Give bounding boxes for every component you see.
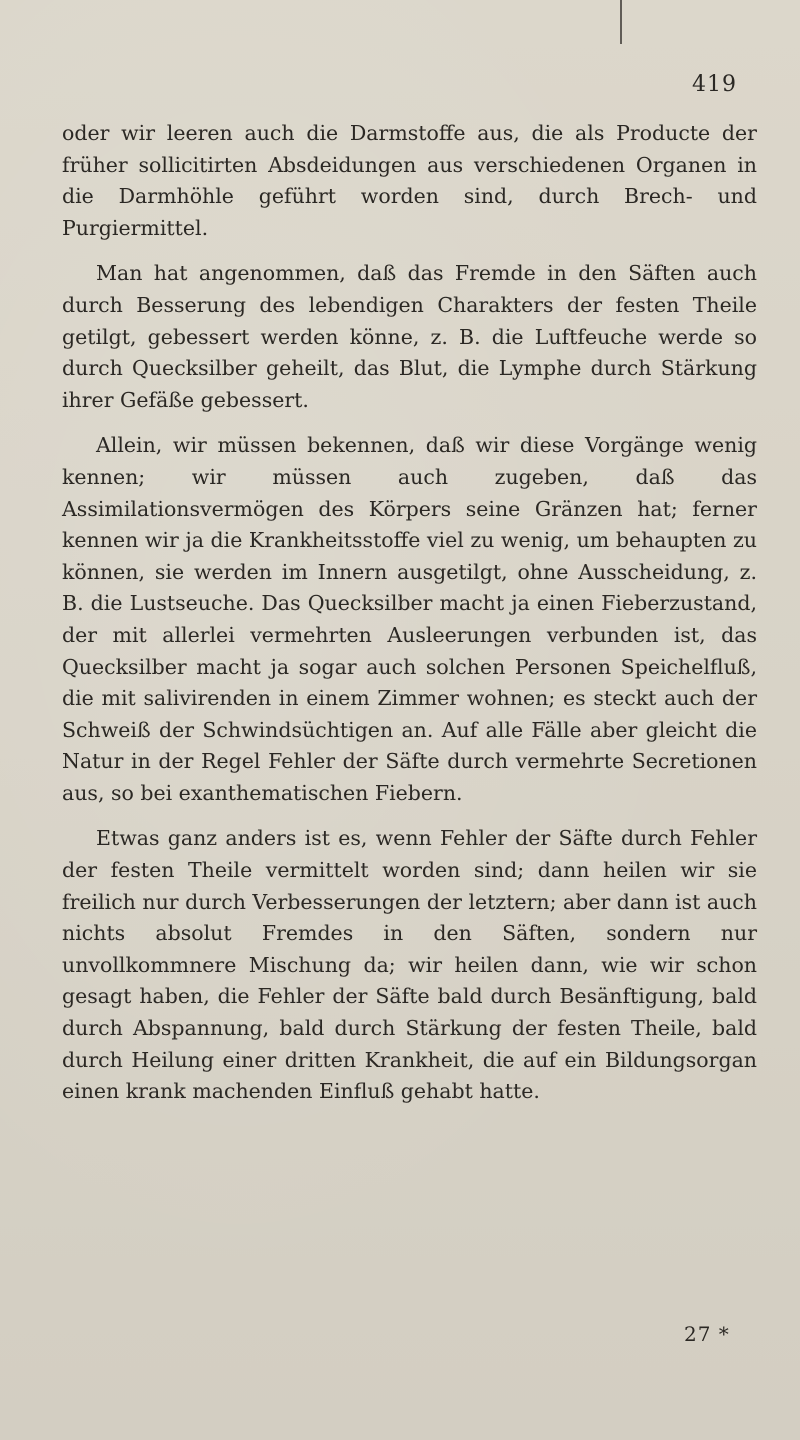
paragraph-3: Allein, wir müssen bekennen, daß wir diese Vorgänge wenig kennen; wir müssen auch zugeben, daß das Assimilationsvermögen des Körpers seine Gränzen hat; ferner kennen wir ja die Krankheitsstoffe viel zu wenig, um behaupten zu können, sie werden im Innern ausgetilgt, ohne Ausscheidung, z. B. die Lustseuche. Das Quecksilber macht ja einen Fieberzustand, der mit allerlei vermehrten Ausleerungen verbunden ist, das Quecksilber macht ja sogar auch solchen Personen Speichelfluß, die mit salivirenden in einem Zimmer wohnen; es steckt auch der Schweiß der Schwindsüchtigen an. Auf alle Fälle aber gleicht die Natur in der Regel Fehler der Säfte durch vermehrte Secretionen aus, so bei exanthematischen Fiebern. [62, 433, 757, 805]
signature-mark: 27 * [684, 1322, 730, 1346]
body-text [62, 118, 757, 1122]
paragraph-1: oder wir leeren auch die Darmstoffe aus, die als Producte der früher sollicitirten Absdeidungen aus verschiedenen Organen in die Darmhöhle geführt worden sind, durch Brech- und Purgiermittel. [62, 121, 757, 240]
page-number: 419 [692, 72, 737, 97]
paragraph-4: Etwas ganz anders ist es, wenn Fehler der Säfte durch Fehler der festen Theile vermittelt worden sind; dann heilen wir sie freilich nur durch Verbesserungen der letztern; aber dann ist auch nichts absolut Fremdes in den Säften, sondern nur unvollkommnere Mischung da; wir heilen dann, wie wir schon gesagt haben, die Fehler der Säfte bald durch Besänftigung, bald durch Abspannung, bald durch Stärkung der festen Theile, bald durch Heilung einer dritten Krankheit, die auf ein Bildungsorgan einen krank machenden Einfluß gehabt hatte. [62, 826, 757, 1104]
paragraph-2: Man hat angenommen, daß das Fremde in den Säften auch durch Besserung des lebendigen Charakters der festen Theile getilgt, gebessert werden könne, z. B. die Luftfeuche werde so durch Quecksilber geheilt, das Blut, die Lymphe durch Stärkung ihrer Gefäße gebessert. [62, 261, 757, 412]
ink-mark [620, 0, 622, 44]
